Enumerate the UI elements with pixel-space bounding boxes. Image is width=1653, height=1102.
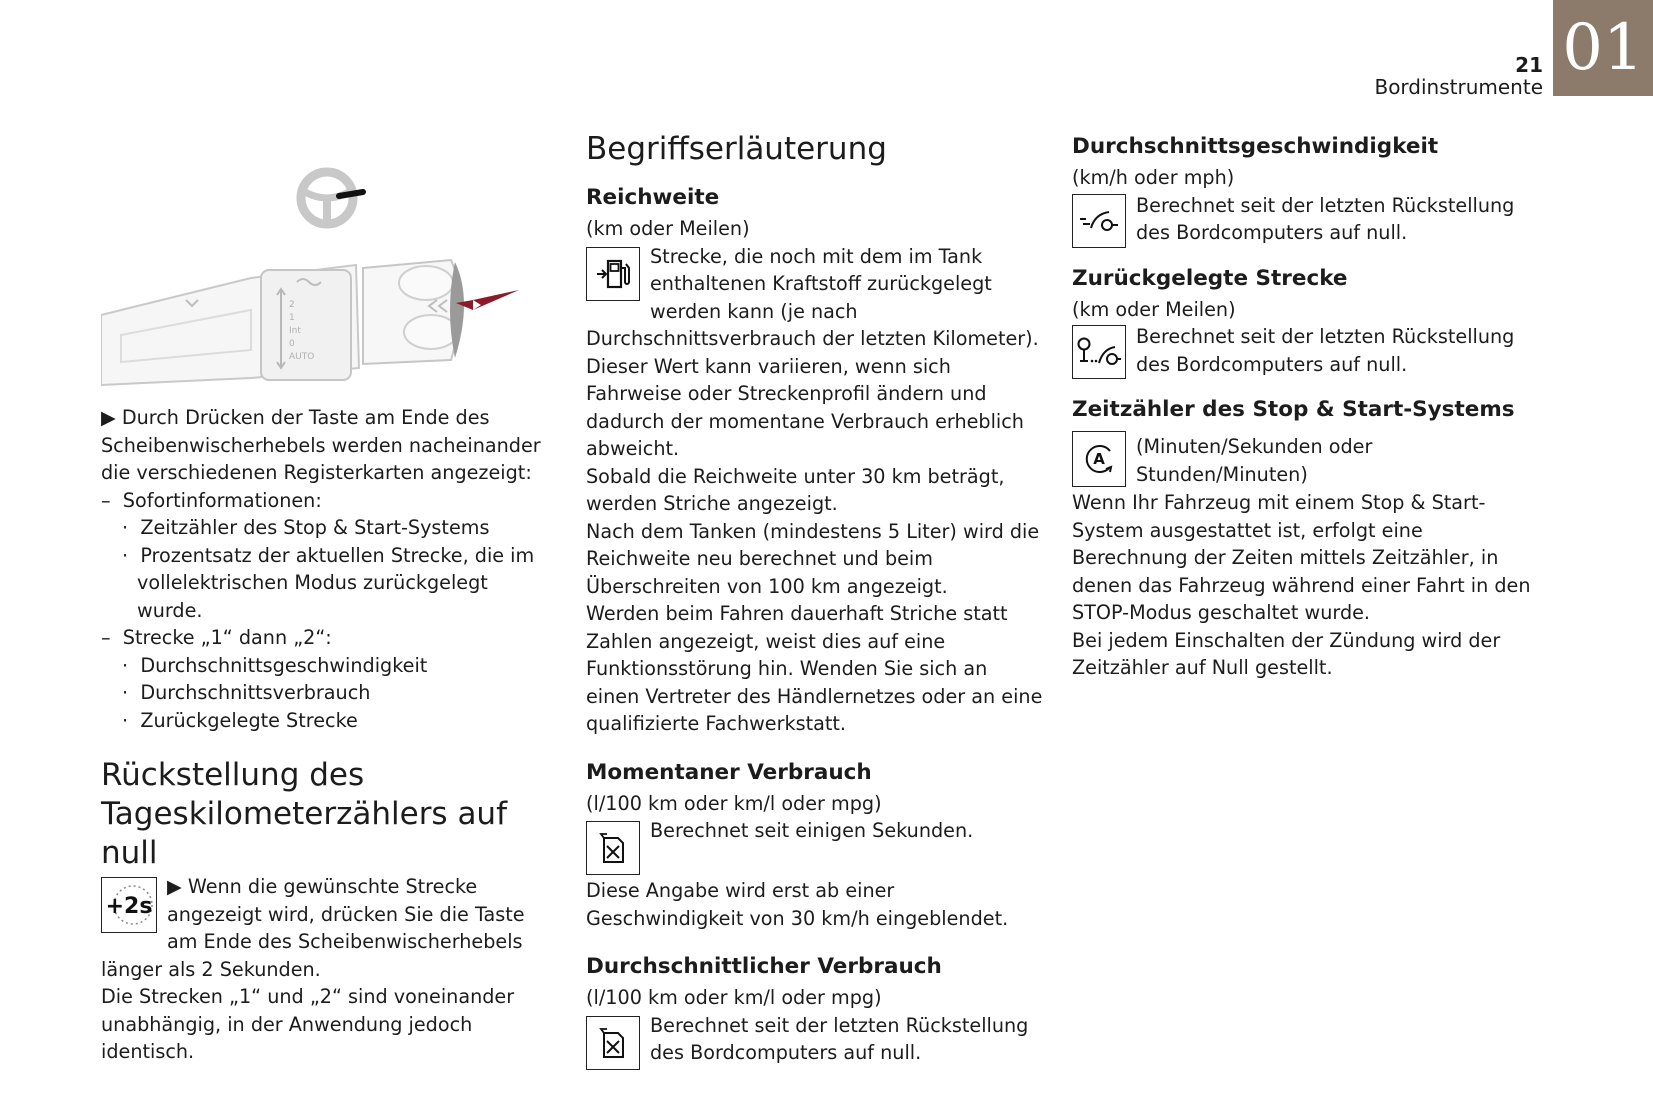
range-p4: Nach dem Tanken (mindestens 5 Liter) wird die Reichweite neu berechnet und beim Überschreiten von 100 km angezeigt. (586, 519, 1040, 598)
fuel-pump-icon (586, 247, 640, 301)
avg-speed-text: Berechnet seit der letzten Rückstellung des Bordcomputers auf null. (1136, 193, 1515, 244)
instant-note: Diese Angabe wird erst ab einer Geschwindigkeit von 30 km/h eingeblendet. (586, 879, 1009, 930)
svg-text:+2s: +2s (105, 894, 153, 919)
bullet-arrow-icon: ▶ (101, 406, 122, 429)
average-unit: (l/100 km oder km/l oder mpg) (586, 986, 882, 1009)
list-item: – Strecke „1“ dann „2“: (101, 626, 332, 649)
range-title: Reichweite (586, 185, 720, 210)
range-text: Strecke, die noch mit dem im Tank enthaltenen Kraftstoff zurückgelegt werden kann (je nach Durchschnittsverbrauch der letzten Kilometer). (586, 244, 1039, 350)
wiper-stalk-illustration (101, 150, 541, 390)
right-column (1072, 130, 1532, 682)
range-p3: Sobald die Reichweite unter 30 km beträgt, werden Striche angezeigt. (586, 464, 1005, 515)
svg-text:A: A (1093, 450, 1105, 468)
distance-title: Zurückgelegte Strecke (1072, 265, 1348, 291)
position-2-label: 2 (289, 300, 295, 310)
distance-text: Berechnet seit der letzten Rückstellung des Bordcomputers auf null. (1136, 325, 1515, 376)
instant-text: Berechnet seit einigen Sekunden. (650, 819, 974, 842)
chapter-tab: 01 (1553, 0, 1653, 96)
range-p2: Dieser Wert kann variieren, wenn sich Fahrweise oder Streckenprofil ändern und dadurch der momentane Verbrauch erheblich abweicht. (586, 354, 1024, 460)
press-arrow-icon (456, 290, 519, 310)
range-unit: (km oder Meilen) (586, 217, 750, 240)
section-heading: Begriffserläuterung (586, 131, 887, 167)
distance-icon (1072, 325, 1126, 379)
position-auto-label: AUTO (289, 352, 315, 362)
press-2s-icon (101, 877, 157, 933)
avg-speed-title: Durchschnittsgeschwindigkeit (1072, 134, 1439, 159)
steering-wheel-icon (301, 172, 363, 224)
tab-list (101, 487, 541, 735)
list-item: · Zeitzähler des Stop & Start-Systems (122, 516, 490, 539)
stopstart-note: Bei jedem Einschalten der Zündung wird der Zeitzähler auf Null gestellt. (1072, 628, 1501, 679)
position-0-label: 0 (289, 339, 295, 349)
stopstart-text: Wenn Ihr Fahrzeug mit einem Stop & Start-System ausgestattet ist, erfolgt eine Berechnung der Zeiten mittels Zeitzähler, in denen das Fahrzeug während einer Fahrt in den STOP-Modus geschaltet wurde. (1072, 491, 1531, 624)
stopstart-unit: (Minuten/Sekunden oder Stunden/Minuten) (1136, 435, 1373, 486)
list-item: · Durchschnittsverbrauch (122, 681, 371, 704)
list-item: · Prozentsatz der aktuellen Strecke, die im vollelektrischen Modus zurückgelegt wurde. (122, 543, 535, 622)
page-number: 21 (1515, 53, 1543, 77)
fuel-can-icon (586, 821, 640, 875)
intro-text: Durch Drücken der Taste am Ende des Scheibenwischerhebels werden nacheinander die verschiedenen Registerkarten angezeigt: (101, 406, 541, 484)
list-item: · Durchschnittsgeschwindigkeit (122, 653, 428, 677)
list-item: · Zurückgelegte Strecke (122, 708, 358, 732)
reset-note: Die Strecken „1“ und „2“ sind voneinander unabhängig, in der Anwendung jedoch identisch. (101, 985, 515, 1063)
average-text: Berechnet seit der letzten Rückstellung des Bordcomputers auf null. (650, 1013, 1029, 1064)
position-1-label: 1 (289, 313, 295, 323)
bullet-arrow-icon: ▶ (167, 875, 188, 898)
range-p5: Werden beim Fahren dauerhaft Striche statt Zahlen angezeigt, weist dies auf eine Funktionsstörung hin. Wenden Sie sich an einen Vertreter des Händlernetzes oder an eine qualifizierte Fachwerkstatt. (586, 602, 1043, 735)
stop-start-icon (1072, 431, 1126, 487)
reset-text: Wenn die gewünschte Strecke angezeigt wird, drücken Sie die Taste am Ende des Scheibenwischerhebels länger als 2 Sekunden. (101, 875, 525, 981)
left-column (101, 150, 541, 1066)
chapter-name: Bordinstrumente (1374, 75, 1543, 99)
instant-unit: (l/100 km oder km/l oder mpg) (586, 791, 882, 815)
avg-speed-unit: (km/h oder mph) (1072, 166, 1235, 189)
middle-column (586, 130, 1046, 1072)
speed-avg-icon (1072, 194, 1126, 248)
instant-title: Momentaner Verbrauch (586, 759, 872, 785)
position-int-label: Int (289, 326, 301, 336)
stopstart-title: Zeitzähler des Stop & Start-Systems (1072, 397, 1515, 422)
distance-unit: (km oder Meilen) (1072, 297, 1236, 321)
average-title: Durchschnittlicher Verbrauch (586, 954, 942, 979)
fuel-can-icon (586, 1016, 640, 1070)
list-item: – Sofortinformationen: (101, 488, 322, 512)
reset-heading: Rückstellung des Tageskilometerzählers auf null (101, 757, 507, 871)
reset-section (101, 873, 541, 1066)
